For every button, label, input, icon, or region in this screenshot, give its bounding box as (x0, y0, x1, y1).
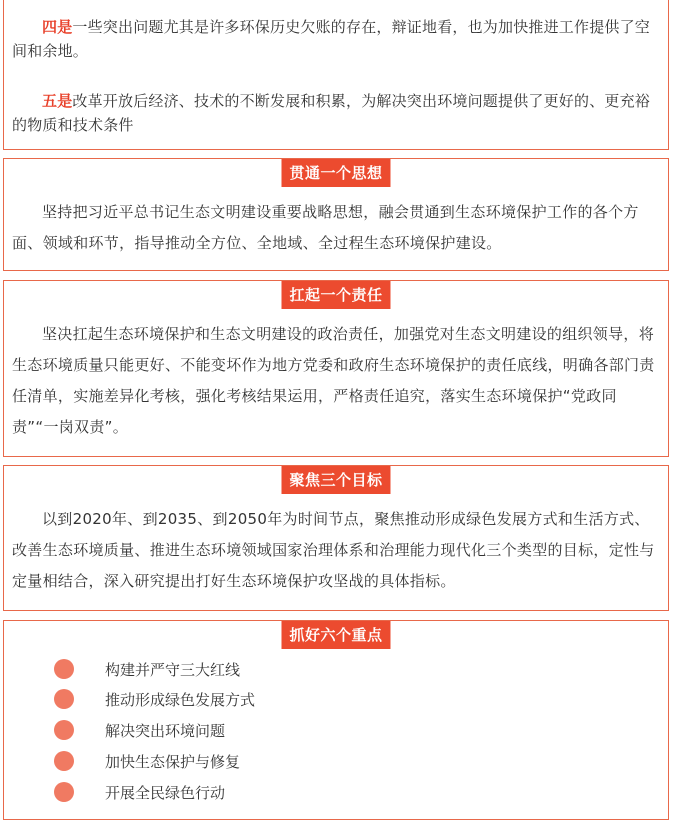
bullet-dot-icon (54, 751, 74, 771)
section-text-3: 以到2020年、到2035、到2050年为时间节点，聚焦推动形成绿色发展方式和生活方式、改善生态环境质量、推进生态环境领域国家治理体系和治理能力现代化三个类型的目标，定性与定量相结合，深入研究提出打好生态环境保护攻坚战的具体指标。 (12, 510, 655, 590)
list-item (54, 717, 225, 743)
bullet-dot-icon (54, 782, 74, 802)
list-item-label: 开展全民绿色行动 (105, 783, 226, 802)
section-card-3 (3, 465, 669, 611)
section-card-4 (3, 620, 669, 820)
intro-card (3, 0, 669, 150)
point-five-text: 改革开放后经济、技术的不断发展和积累，为解决突出环境问题提供了更好的、更充裕的物质和技术条件 (12, 92, 651, 134)
point-four-text: 一些突出问题尤其是许多环保历史欠账的存在，辩证地看，也为加快推进工作提供了空间和余地。 (12, 18, 651, 60)
section-title-3: 聚焦三个目标 (281, 466, 390, 494)
section-title-4: 抓好六个重点 (281, 621, 390, 649)
section-title-1: 贯通一个思想 (281, 159, 390, 187)
point-four (4, 15, 668, 63)
bullet-dot-icon (54, 689, 74, 709)
bullet-dot-icon (54, 720, 74, 740)
list-item (54, 748, 240, 774)
point-five-lead: 五是 (42, 92, 73, 110)
section-card-1 (3, 158, 669, 271)
list-item-label: 解决突出环境问题 (105, 721, 226, 740)
section-text-2: 坚决扛起生态环境保护和生态文明建设的政治责任，加强党对生态文明建设的组织领导，将生态环境质量只能更好、不能变坏作为地方党委和政府生态环境保护的责任底线，明确各部门责任清单，实施差异化考核，强化考核结果运用，严格责任追究，落实生态环境保护“党政同责”“一岗双责”。 (12, 325, 655, 436)
list-item (54, 686, 255, 712)
list-item (54, 779, 225, 805)
bullet-dot-icon (54, 659, 74, 679)
list-item-label: 加快生态保护与修复 (105, 752, 241, 771)
list-item-label: 推动形成绿色发展方式 (105, 690, 256, 709)
section-card-2 (3, 280, 669, 457)
list-item-label: 构建并严守三大红线 (105, 660, 241, 679)
point-four-lead: 四是 (42, 18, 73, 36)
point-five (4, 89, 668, 137)
section-title-2: 扛起一个责任 (281, 281, 390, 309)
list-item (54, 656, 240, 682)
section-text-1: 坚持把习近平总书记生态文明建设重要战略思想，融会贯通到生态环境保护工作的各个方面、领域和环节，指导推动全方位、全地域、全过程生态环境保护建设。 (12, 203, 639, 252)
